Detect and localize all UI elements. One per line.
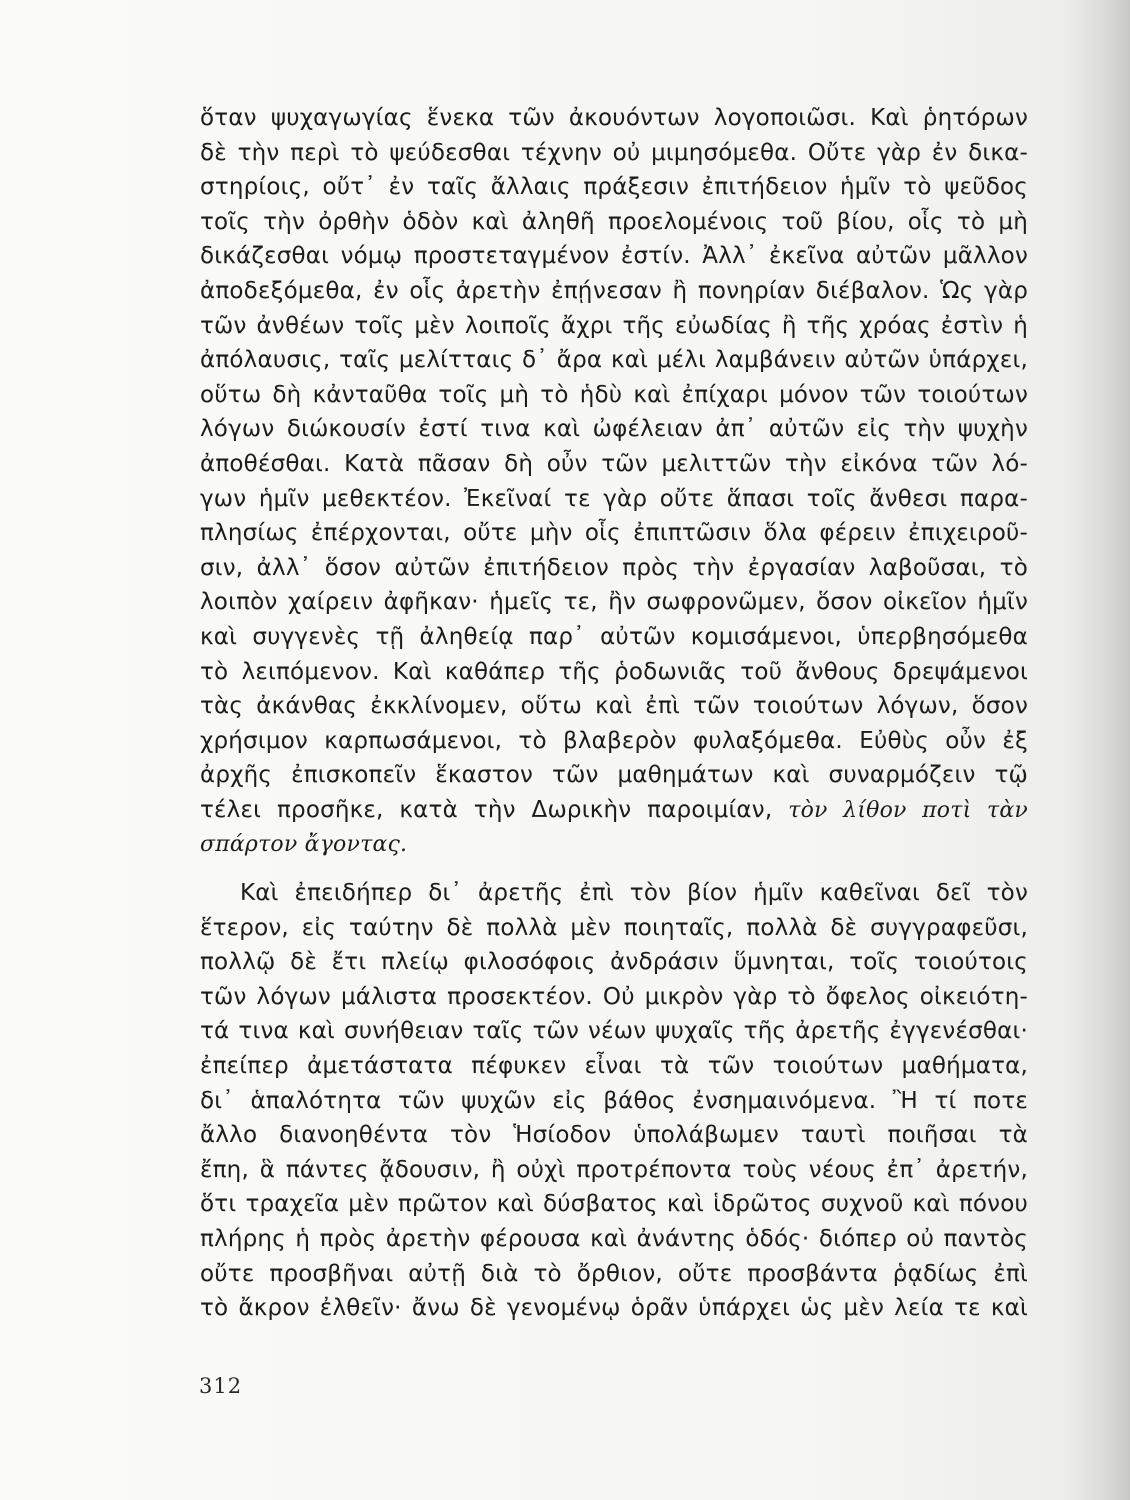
text-line: οὕτω δὴ κἀνταῦθα τοῖς μὴ τὸ ἡδὺ καὶ ἐπίχαρι μόνον τῶν τοιούτων xyxy=(200,381,1028,408)
text-line: ἀποδεξόμεθα, ἐν οἷς ἀρετὴν ἐπῄνεσαν ἢ πονηρίαν διέβαλον. Ὡς γὰρ xyxy=(200,277,1028,304)
text-line: καὶ συγγενὲς τῇ ἀληθείᾳ παρ᾽ αὐτῶν κομισάμενοι, ὑπερβησόμεθα xyxy=(200,623,1028,650)
text-line: ἀπόλαυσις, ταῖς μελίτταις δ᾽ ἄρα καὶ μέλι λαμβάνειν αὐτῶν ὑπάρχει, xyxy=(200,347,1028,374)
text-line: ὅταν ψυχαγωγίας ἕνεκα τῶν ἀκουόντων λογοποιῶσι. Καὶ ῥητόρων xyxy=(200,105,1028,131)
text-segment: τέλει προσῆκε, κατὰ τὴν Δωρικὴν παροιμίαν, xyxy=(200,796,773,823)
text-line: Καὶ ἐπειδήπερ δι᾽ ἀρετῆς ἐπὶ τὸν βίον ἡμῖν καθεῖναι δεῖ τὸν xyxy=(240,880,1028,906)
text-line: δι᾽ ἁπαλότητα τῶν ψυχῶν εἰς βάθος ἐνσημαινόμενα. Ἢ τί ποτε xyxy=(200,1087,1028,1114)
text-line: ἐπείπερ ἀμετάστατα πέφυκεν εἶναι τὰ τῶν τοιούτων μαθήματα, xyxy=(200,1052,1028,1079)
text-line: δικάζεσθαι νόμῳ προστεταγμένον ἐστίν. Ἀλλ᾽ ἐκεῖνα αὐτῶν μᾶλλον xyxy=(200,243,1028,270)
text-line: λοιπὸν χαίρειν ἀφῆκαν· ἡμεῖς τε, ἢν σωφρονῶμεν, ὅσον οἰκεῖον ἡμῖν xyxy=(200,589,1028,616)
text-line: ἄλλο διανοηθέντα τὸν Ἡσίοδον ὑπολάβωμεν ταυτὶ ποιῆσαι τὰ xyxy=(200,1122,1028,1149)
text-line: τὰς ἀκάνθας ἐκκλίνομεν, οὕτω καὶ ἐπὶ τῶν τοιούτων λόγων, ὅσον xyxy=(200,693,1028,720)
text-line: τά τινα καὶ συνήθειαν ταῖς τῶν νέων ψυχαῖς τῆς ἀρετῆς ἐγγενέσθαι· xyxy=(200,1018,1028,1045)
text-line: ἕτερον, εἰς ταύτην δὲ πολλὰ μὲν ποιηταῖς, πολλὰ δὲ συγγραφεῦσι, xyxy=(200,914,1028,941)
text-line: πολλῷ δὲ ἔτι πλείῳ φιλοσόφοις ἀνδράσιν ὕμνηται, τοῖς τοιούτοις xyxy=(200,949,1028,976)
text-line: γων ἡμῖν μεθεκτέον. Ἐκεῖναί τε γὰρ οὔτε ἅπασι τοῖς ἄνθεσι παρα- xyxy=(200,485,1028,512)
page-number: 312 xyxy=(199,1374,243,1398)
paragraph-1 xyxy=(200,101,1028,862)
text-line: τῶν λόγων μάλιστα προσεκτέον. Οὐ μικρὸν γὰρ τὸ ὄφελος οἰκειότη- xyxy=(200,983,1028,1010)
text-line: ἔπη, ἃ πάντες ᾄδουσιν, ἢ οὐχὶ προτρέποντα τοὺς νέους ἐπ᾽ ἀρετήν, xyxy=(200,1156,1028,1183)
text-line: στηρίοις, οὔτ᾽ ἐν ταῖς ἄλλαις πράξεσιν ἐπιτήδειον ἡμῖν τὸ ψεῦδος xyxy=(200,174,1028,201)
text-line: σιν, ἀλλ᾽ ὅσον αὐτῶν ἐπιτήδειον πρὸς τὴν ἐργασίαν λαβοῦσαι, τὸ xyxy=(200,554,1028,581)
text-line: τὸ ἄκρον ἐλθεῖν· ἄνω δὲ γενομένῳ ὁρᾶν ὑπάρχει ὡς μὲν λεία τε καὶ xyxy=(200,1295,1028,1322)
text-line-italic-ending xyxy=(200,827,1028,862)
text-line: δὲ τὴν περὶ τὸ ψεύδεσθαι τέχνην οὐ μιμησόμεθα. Οὔτε γὰρ ἐν δικα- xyxy=(200,139,1028,166)
text-line: οὔτε προσβῆναι αὐτῇ διὰ τὸ ὄρθιον, οὔτε προσβάντα ῥᾳδίως ἐπὶ xyxy=(200,1260,1028,1287)
text-line: χρήσιμον καρπωσάμενοι, τὸ βλαβερὸν φυλαξόμεθα. Εὐθὺς οὖν ἐξ xyxy=(200,727,1028,754)
paragraph-2 xyxy=(200,876,1028,1326)
text-line: πλησίως ἐπέρχονται, οὔτε μὴν οἷς ἐπιπτῶσιν ὅλα φέρειν ἐπιχειροῦ- xyxy=(200,520,1028,547)
text-line-with-proverb xyxy=(200,793,1028,828)
text-line: ὅτι τραχεῖα μὲν πρῶτον καὶ δύσβατος καὶ ἱδρῶτος συχνοῦ καὶ πόνου xyxy=(200,1191,1028,1218)
text-line: τῶν ἀνθέων τοῖς μὲν λοιποῖς ἄχρι τῆς εὐωδίας ἢ τῆς χρόας ἐστὶν ἡ xyxy=(200,312,1028,339)
proverb-italic-text: σπάρτον ἄγοντας. xyxy=(200,832,408,858)
text-line: ἀποθέσθαι. Κατὰ πᾶσαν δὴ οὖν τῶν μελιττῶν τὴν εἰκόνα τῶν λό- xyxy=(200,450,1028,477)
text-line: λόγων διώκουσίν ἐστί τινα καὶ ὠφέλειαν ἀπ᾽ αὐτῶν εἰς τὴν ψυχὴν xyxy=(200,416,1028,443)
text-line: τὸ λειπόμενον. Καὶ καθάπερ τῆς ῥοδωνιᾶς τοῦ ἄνθους δρεψάμενοι xyxy=(200,658,1028,685)
text-line: ἀρχῆς ἐπισκοπεῖν ἕκαστον τῶν μαθημάτων καὶ συναρμόζειν τῷ xyxy=(200,762,1028,789)
text-line: τοῖς τὴν ὀρθὴν ὁδὸν καὶ ἀληθῆ προελομένοις τοῦ βίου, οἷς τὸ μὴ xyxy=(200,208,1028,235)
text-line: πλήρης ἡ πρὸς ἀρετὴν φέρουσα καὶ ἀνάντης ὁδός· διόπερ οὐ παντὸς xyxy=(200,1225,1028,1252)
proverb-italic-text: τὸν λίθον ποτὶ τὰν xyxy=(788,797,1028,823)
